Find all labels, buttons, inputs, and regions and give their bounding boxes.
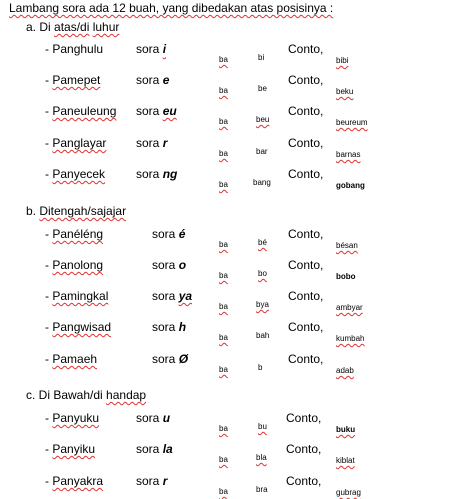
sora-label: [152, 320, 186, 334]
script-base-ba: ba: [219, 455, 228, 464]
sora-label: [136, 73, 169, 87]
script-base-ba: ba: [219, 365, 228, 374]
letter-name: Panyiku: [52, 442, 96, 456]
list-item: [45, 167, 105, 181]
conto-label: Conto,: [288, 320, 324, 334]
letter-name: Panyecek: [52, 167, 106, 181]
letter-name: Pamingkal: [52, 289, 109, 303]
sora-prefix: sora: [152, 258, 176, 272]
spelling-flag: handap: [106, 388, 147, 402]
spelling-flag: Ditengah/sajajar: [39, 204, 127, 218]
script-example: b: [258, 363, 263, 372]
sora-prefix: sora: [136, 104, 160, 118]
conto-label: Conto,: [288, 289, 324, 303]
bullet-dash: -: [45, 227, 53, 241]
sora-label: [152, 227, 185, 241]
bullet-dash: -: [45, 104, 53, 118]
sora-char: Ø: [178, 352, 189, 366]
list-item: [45, 227, 103, 241]
script-base-ba: ba: [219, 117, 228, 126]
script-base-ba: ba: [219, 240, 228, 249]
sora-prefix: sora: [136, 474, 160, 488]
conto-label: Conto,: [286, 442, 322, 456]
list-item: [45, 73, 100, 87]
list-item: [45, 104, 116, 118]
example-word: barnas: [336, 150, 361, 159]
sora-char: ya: [178, 289, 193, 303]
sora-char: i: [162, 42, 167, 56]
example-word: kumbah: [336, 334, 365, 343]
example-word: kiblat: [336, 456, 355, 465]
script-base-ba: ba: [219, 271, 228, 280]
list-item: [45, 474, 103, 488]
bullet-dash: -: [45, 474, 53, 488]
example-word: bésan: [336, 241, 358, 250]
script-example: bah: [256, 331, 270, 340]
script-base-ba: ba: [219, 55, 228, 64]
sora-prefix: sora: [136, 136, 160, 150]
conto-label: Conto,: [288, 167, 324, 181]
letter-name: Panghulu: [52, 42, 104, 56]
bullet-dash: -: [45, 320, 53, 334]
letter-name: Pangwisad: [52, 320, 112, 334]
sora-prefix: sora: [136, 167, 160, 181]
sora-char: h: [178, 320, 187, 334]
script-example: beu: [256, 115, 270, 124]
script-base-ba: ba: [219, 86, 228, 95]
bullet-dash: -: [45, 42, 53, 56]
sora-label: [152, 352, 188, 366]
bullet-dash: -: [45, 289, 53, 303]
list-item: [45, 258, 103, 272]
list-item: [45, 320, 111, 334]
conto-label: Conto,: [288, 42, 324, 56]
bullet-dash: -: [45, 167, 53, 181]
example-word: ambyar: [336, 303, 363, 312]
list-item: [45, 442, 95, 456]
conto-label: Conto,: [288, 136, 324, 150]
letter-name: Panolong: [52, 258, 104, 272]
letter-name: Panglayar: [52, 136, 107, 150]
sora-prefix: sora: [136, 411, 160, 425]
section-heading: a. Di atas/di luhur: [26, 20, 120, 34]
sora-char: eu: [162, 104, 177, 118]
script-example: bya: [256, 300, 269, 309]
conto-label: Conto,: [286, 411, 322, 425]
conto-label: Conto,: [286, 474, 322, 488]
sora-char: r: [162, 136, 168, 150]
script-base-ba: ba: [219, 149, 228, 158]
script-example: be: [258, 84, 267, 93]
sora-label: [136, 167, 177, 181]
sora-label: [152, 289, 192, 303]
conto-label: Conto,: [288, 352, 324, 366]
sora-label: [136, 411, 170, 425]
example-word: beku: [336, 87, 354, 96]
script-example: bu: [258, 422, 267, 431]
example-word: beureum: [336, 118, 368, 127]
list-item: [45, 136, 106, 150]
bullet-dash: -: [45, 352, 53, 366]
conto-label: Conto,: [288, 258, 324, 272]
conto-label: Conto,: [288, 227, 324, 241]
example-word: gobang: [336, 181, 365, 190]
example-word: buku: [336, 425, 356, 434]
sora-label: [136, 136, 167, 150]
bullet-dash: -: [45, 442, 53, 456]
letter-name: Panyuku: [52, 411, 100, 425]
example-word: adab: [336, 366, 354, 375]
script-example: bi: [258, 53, 265, 62]
example-word: bibi: [336, 56, 349, 65]
sora-prefix: sora: [152, 320, 176, 334]
bullet-dash: -: [45, 411, 53, 425]
list-item: [45, 42, 103, 56]
section-heading: c. Di Bawah/di handap: [26, 388, 147, 402]
list-item: [45, 289, 108, 303]
script-example: bra: [256, 485, 268, 494]
script-base-ba: ba: [219, 180, 228, 189]
sora-char: u: [162, 411, 171, 425]
script-example: bla: [256, 453, 267, 462]
sora-label: [136, 104, 177, 118]
conto-label: Conto,: [288, 104, 324, 118]
script-base-ba: ba: [219, 333, 228, 342]
bullet-dash: -: [45, 258, 53, 272]
section-heading: b. Ditengah/sajajar: [26, 204, 127, 218]
sora-char: ng: [162, 167, 178, 181]
sora-char: r: [162, 474, 168, 488]
conto-label: Conto,: [288, 73, 324, 87]
spelling-flag: atas/di: [54, 20, 90, 34]
script-base-ba: ba: [219, 487, 228, 496]
sora-char: é: [178, 227, 186, 241]
letter-name: Pamepet: [52, 73, 101, 87]
sora-prefix: sora: [136, 42, 160, 56]
sora-prefix: sora: [136, 73, 160, 87]
script-example: bé: [258, 238, 267, 247]
sora-label: [152, 258, 186, 272]
script-example: bang: [253, 178, 271, 187]
sora-prefix: sora: [152, 289, 176, 303]
script-base-ba: ba: [219, 424, 228, 433]
sora-label: [136, 474, 167, 488]
list-item: [45, 411, 99, 425]
bullet-dash: -: [45, 73, 53, 87]
letter-name: Panyakra: [52, 474, 104, 488]
sora-prefix: sora: [136, 442, 160, 456]
script-example: bo: [258, 269, 267, 278]
sora-label: [136, 42, 166, 56]
letter-name: Paneuleung: [52, 104, 117, 118]
letter-name: Pamaeh: [52, 352, 98, 366]
spelling-flag: luhur: [92, 20, 120, 34]
script-base-ba: ba: [219, 302, 228, 311]
document-title: Lambang sora ada 12 buah, yang dibedakan atas posisinya :: [9, 1, 334, 15]
example-word: bobo: [336, 272, 356, 281]
sora-char: la: [162, 442, 173, 456]
sora-prefix: sora: [152, 227, 176, 241]
script-example: bar: [256, 147, 268, 156]
bullet-dash: -: [45, 136, 53, 150]
example-word: gubrag: [336, 488, 361, 497]
sora-char: e: [162, 73, 170, 87]
sora-prefix: sora: [152, 352, 176, 366]
letter-name: Panéléng: [52, 227, 104, 241]
list-item: [45, 352, 97, 366]
sora-label: [136, 442, 173, 456]
sora-char: o: [178, 258, 187, 272]
